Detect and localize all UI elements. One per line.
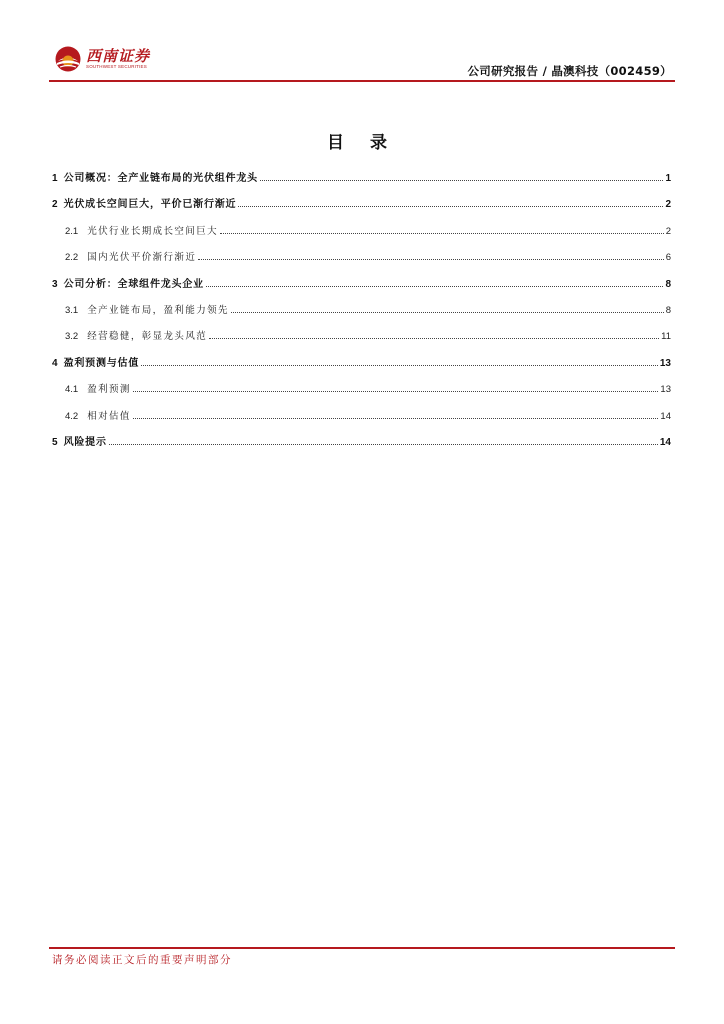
toc-entry-number: 2.2 — [65, 252, 79, 264]
toc-page-number: 1 — [665, 173, 671, 184]
toc-entry-title: 光伏成长空间巨大，平价已渐行渐近 — [63, 199, 237, 211]
logo-english-name: SOUTHWEST SECURITIES — [86, 64, 147, 69]
logo-chinese-name: 西南证券 — [86, 47, 151, 65]
toc-entry-title: 公司概况：全产业链布局的光伏组件龙头 — [63, 173, 258, 184]
toc-entry[interactable] — [52, 196, 671, 222]
toc-title: 目 录 — [327, 133, 397, 153]
toc-entry[interactable] — [52, 276, 671, 302]
toc-page-number: 6 — [665, 252, 671, 264]
toc-subentry[interactable] — [52, 381, 671, 407]
toc-dot-leader — [209, 338, 659, 339]
toc-entry-title: 全产业链布局，盈利能力领先 — [87, 304, 229, 316]
toc-page-number: 2 — [665, 199, 671, 211]
toc-entry[interactable] — [52, 434, 671, 460]
toc-entry-number: 4.1 — [65, 384, 79, 396]
toc-entry-title: 公司分析：全球组件龙头企业 — [63, 278, 204, 290]
toc-subentry[interactable] — [52, 408, 671, 434]
toc-entry-title: 风险提示 — [63, 436, 107, 448]
toc-page-number: 14 — [659, 436, 671, 448]
toc-entry[interactable] — [52, 170, 671, 196]
toc-subentry[interactable] — [52, 223, 671, 249]
toc-dot-leader — [109, 444, 658, 445]
southwest-securities-logo-icon — [55, 46, 81, 72]
toc-entry-number: 4.2 — [65, 410, 79, 422]
toc-entry-number: 3 — [52, 278, 58, 290]
toc-dot-leader — [238, 206, 663, 207]
table-of-contents — [52, 170, 671, 460]
toc-page-number: 8 — [665, 278, 671, 290]
toc-page-number: 14 — [660, 410, 671, 422]
toc-subentry[interactable] — [52, 328, 671, 354]
toc-entry[interactable] — [52, 355, 671, 381]
toc-dot-leader — [133, 418, 659, 419]
toc-entry-number: 2.1 — [65, 225, 79, 237]
toc-subentry[interactable] — [52, 302, 671, 328]
toc-entry-title: 光伏行业长期成长空间巨大 — [87, 225, 219, 237]
footer-disclaimer: 请务必阅读正文后的重要声明部分 — [52, 954, 232, 966]
toc-entry-title: 经营稳健，彰显龙头风范 — [87, 331, 208, 343]
toc-dot-leader — [206, 286, 663, 287]
toc-dot-leader — [260, 180, 663, 181]
toc-entry-number: 1 — [52, 173, 58, 184]
toc-dot-leader — [220, 233, 664, 234]
toc-entry-title: 相对估值 — [87, 410, 131, 422]
toc-entry-number: 2 — [52, 199, 58, 211]
toc-dot-leader — [133, 391, 659, 392]
toc-page-number: 8 — [665, 304, 671, 316]
toc-page-number: 11 — [661, 331, 671, 343]
company-logo — [55, 44, 150, 74]
toc-entry-number: 4 — [52, 357, 58, 369]
toc-dot-leader — [141, 365, 658, 366]
toc-dot-leader — [231, 312, 664, 313]
toc-entry-number: 5 — [52, 436, 58, 448]
toc-page-number: 2 — [665, 225, 671, 237]
toc-entry-number: 3.2 — [65, 331, 79, 343]
toc-entry-title: 盈利预测 — [87, 384, 131, 396]
toc-subentry[interactable] — [52, 249, 671, 275]
toc-dot-leader — [198, 259, 663, 260]
header-divider — [49, 80, 675, 82]
toc-page-number: 13 — [660, 384, 671, 396]
toc-entry-title: 盈利预测与估值 — [63, 357, 140, 369]
toc-page-number: 13 — [659, 357, 671, 369]
toc-entry-number: 3.1 — [65, 304, 79, 316]
footer-divider — [49, 947, 675, 949]
report-header-title: 公司研究报告 / 晶澳科技（002459） — [467, 64, 672, 78]
logo-text — [86, 48, 150, 70]
toc-entry-title: 国内光伏平价渐行渐近 — [87, 252, 197, 264]
